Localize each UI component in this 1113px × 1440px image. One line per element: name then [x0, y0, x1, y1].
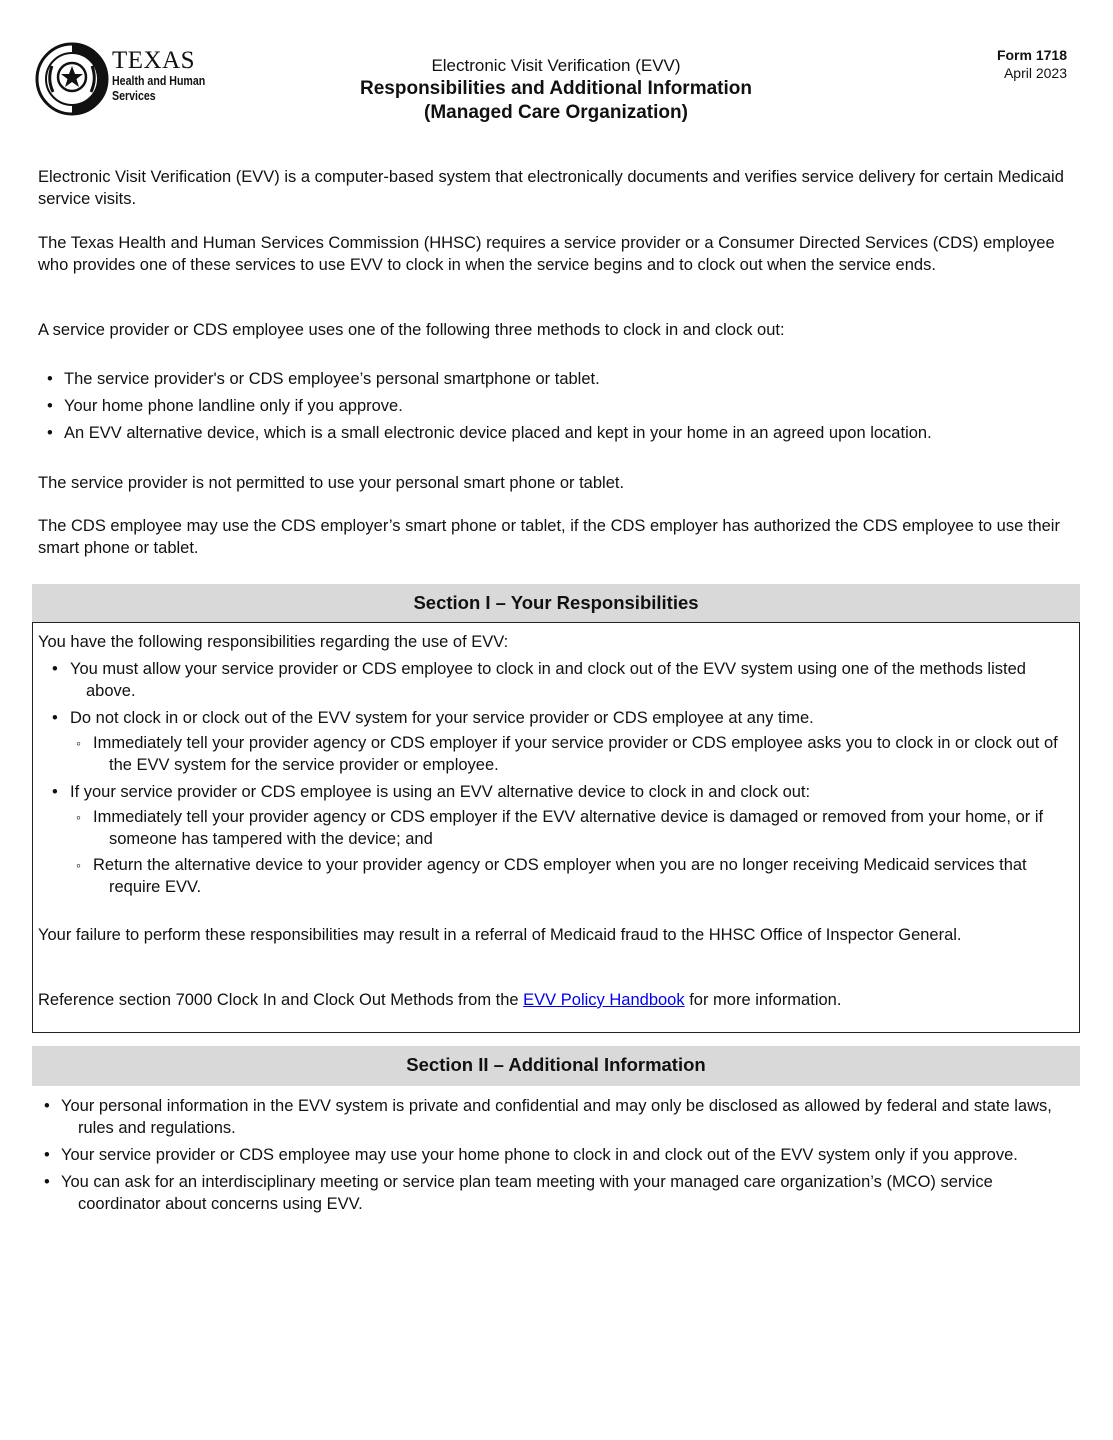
list-item: • Your home phone landline only if you approve. — [38, 395, 1083, 417]
intro-paragraph-2: The Texas Health and Human Services Commission (HHSC) requires a service provider or a Consumer Directed Services (CDS) employee who provides one of these services to use EVV to clock in when the service begins and to clock out when the service ends. — [38, 234, 1055, 274]
responsibilities-lead: You have the following responsibilities regarding the use of EVV: — [38, 633, 509, 651]
logo-subtitle-line2: Services — [112, 89, 156, 103]
clock-methods-list — [38, 368, 1083, 444]
sub-list — [70, 806, 1074, 898]
evv-policy-handbook-link[interactable]: EVV Policy Handbook — [523, 991, 685, 1009]
list-item: • You must allow your service provider or CDS employee to clock in and clock out of the EVV system using one of the methods listed above. — [38, 658, 1074, 702]
form-date: April 2023 — [1003, 65, 1067, 81]
list-item: • You can ask for an interdisciplinary meeting or service plan team meeting with your managed care organization’s (MCO) service coordinator about concerns using EVV. — [38, 1171, 1078, 1215]
reference-text-before: Reference section 7000 Clock In and Clock Out Methods from the — [38, 991, 524, 1009]
sub-list — [70, 732, 1074, 776]
section-1-heading: Section I – Your Responsibilities — [32, 584, 1080, 622]
intro-paragraph-3: A service provider or CDS employee uses one of the following three methods to clock in and clock out: — [38, 321, 785, 339]
list-item: • If your service provider or CDS employee is using an EVV alternative device to clock in and clock out: ◦ Immediately tell your provider agency or CDS employer if the EVV alternative device is damaged or removed from your home, or if someone has tampered with the device; and ◦ Return the alternative device to your provider agency or CDS employer when you are no longer receiving Medicaid services that require EVV. — [38, 781, 1074, 898]
texas-seal-star-icon — [35, 42, 109, 116]
sub-list-item: ◦ Return the alternative device to your provider agency or CDS employer when you are no longer receiving Medicaid services that require EVV. — [70, 854, 1074, 898]
intro-paragraph-5: The CDS employee may use the CDS employer’s smart phone or tablet, if the CDS employer has authorized the CDS employee to use their smart phone or tablet. — [38, 517, 1060, 557]
reference-note — [38, 989, 1074, 1011]
section-2-heading: Section II – Additional Information — [32, 1046, 1080, 1086]
additional-info-list — [38, 1095, 1078, 1220]
sub-list-item: ◦ Immediately tell your provider agency or CDS employer if the EVV alternative device is damaged or removed from your home, or if someone has tampered with the device; and — [70, 806, 1074, 850]
logo-texas-text: TEXAS — [112, 47, 196, 74]
failure-notice: Your failure to perform these responsibilities may result in a referral of Medicaid fraud to the HHSC Office of Inspector General. — [38, 926, 962, 944]
sub-list-item: ◦ Immediately tell your provider agency or CDS employer if your service provider or CDS employee asks you to clock in or clock out of the EVV system for the service provider or employee. — [70, 732, 1074, 776]
list-item: • Your personal information in the EVV system is private and confidential and may only be disclosed as allowed by federal and state laws, rules and regulations. — [38, 1095, 1078, 1139]
title-line-3: (Managed Care Organization) — [424, 102, 688, 123]
section-1-box — [32, 622, 1080, 1033]
title-line-1: Electronic Visit Verification (EVV) — [431, 56, 681, 75]
form-number: Form 1718 — [996, 47, 1067, 63]
responsibilities-list — [38, 658, 1074, 898]
list-item: • An EVV alternative device, which is a small electronic device placed and kept in your home in an agreed upon location. — [38, 422, 1083, 444]
list-item: • The service provider's or CDS employee’s personal smartphone or tablet. — [38, 368, 1083, 390]
list-item: • Your service provider or CDS employee may use your home phone to clock in and clock out of the EVV system only if you approve. — [38, 1144, 1078, 1166]
reference-text-after: for more information. — [684, 991, 842, 1009]
intro-paragraph-4: The service provider is not permitted to use your personal smart phone or tablet. — [38, 474, 625, 492]
form-info — [997, 46, 1067, 82]
list-item: • Do not clock in or clock out of the EVV system for your service provider or CDS employee at any time. ◦ Immediately tell your provider agency or CDS employer if your service provider or CDS employee asks you to clock in or clock out of the EVV system for the service provider or employee. — [38, 707, 1074, 776]
hhs-logo — [35, 40, 235, 116]
title-line-2: Responsibilities and Additional Information — [360, 78, 752, 99]
document-title — [300, 55, 812, 125]
intro-paragraph-1: Electronic Visit Verification (EVV) is a computer-based system that electronically documents and verifies service delivery for certain Medicaid service visits. — [38, 168, 1064, 208]
logo-subtitle-line1: Health and Human — [112, 74, 206, 88]
